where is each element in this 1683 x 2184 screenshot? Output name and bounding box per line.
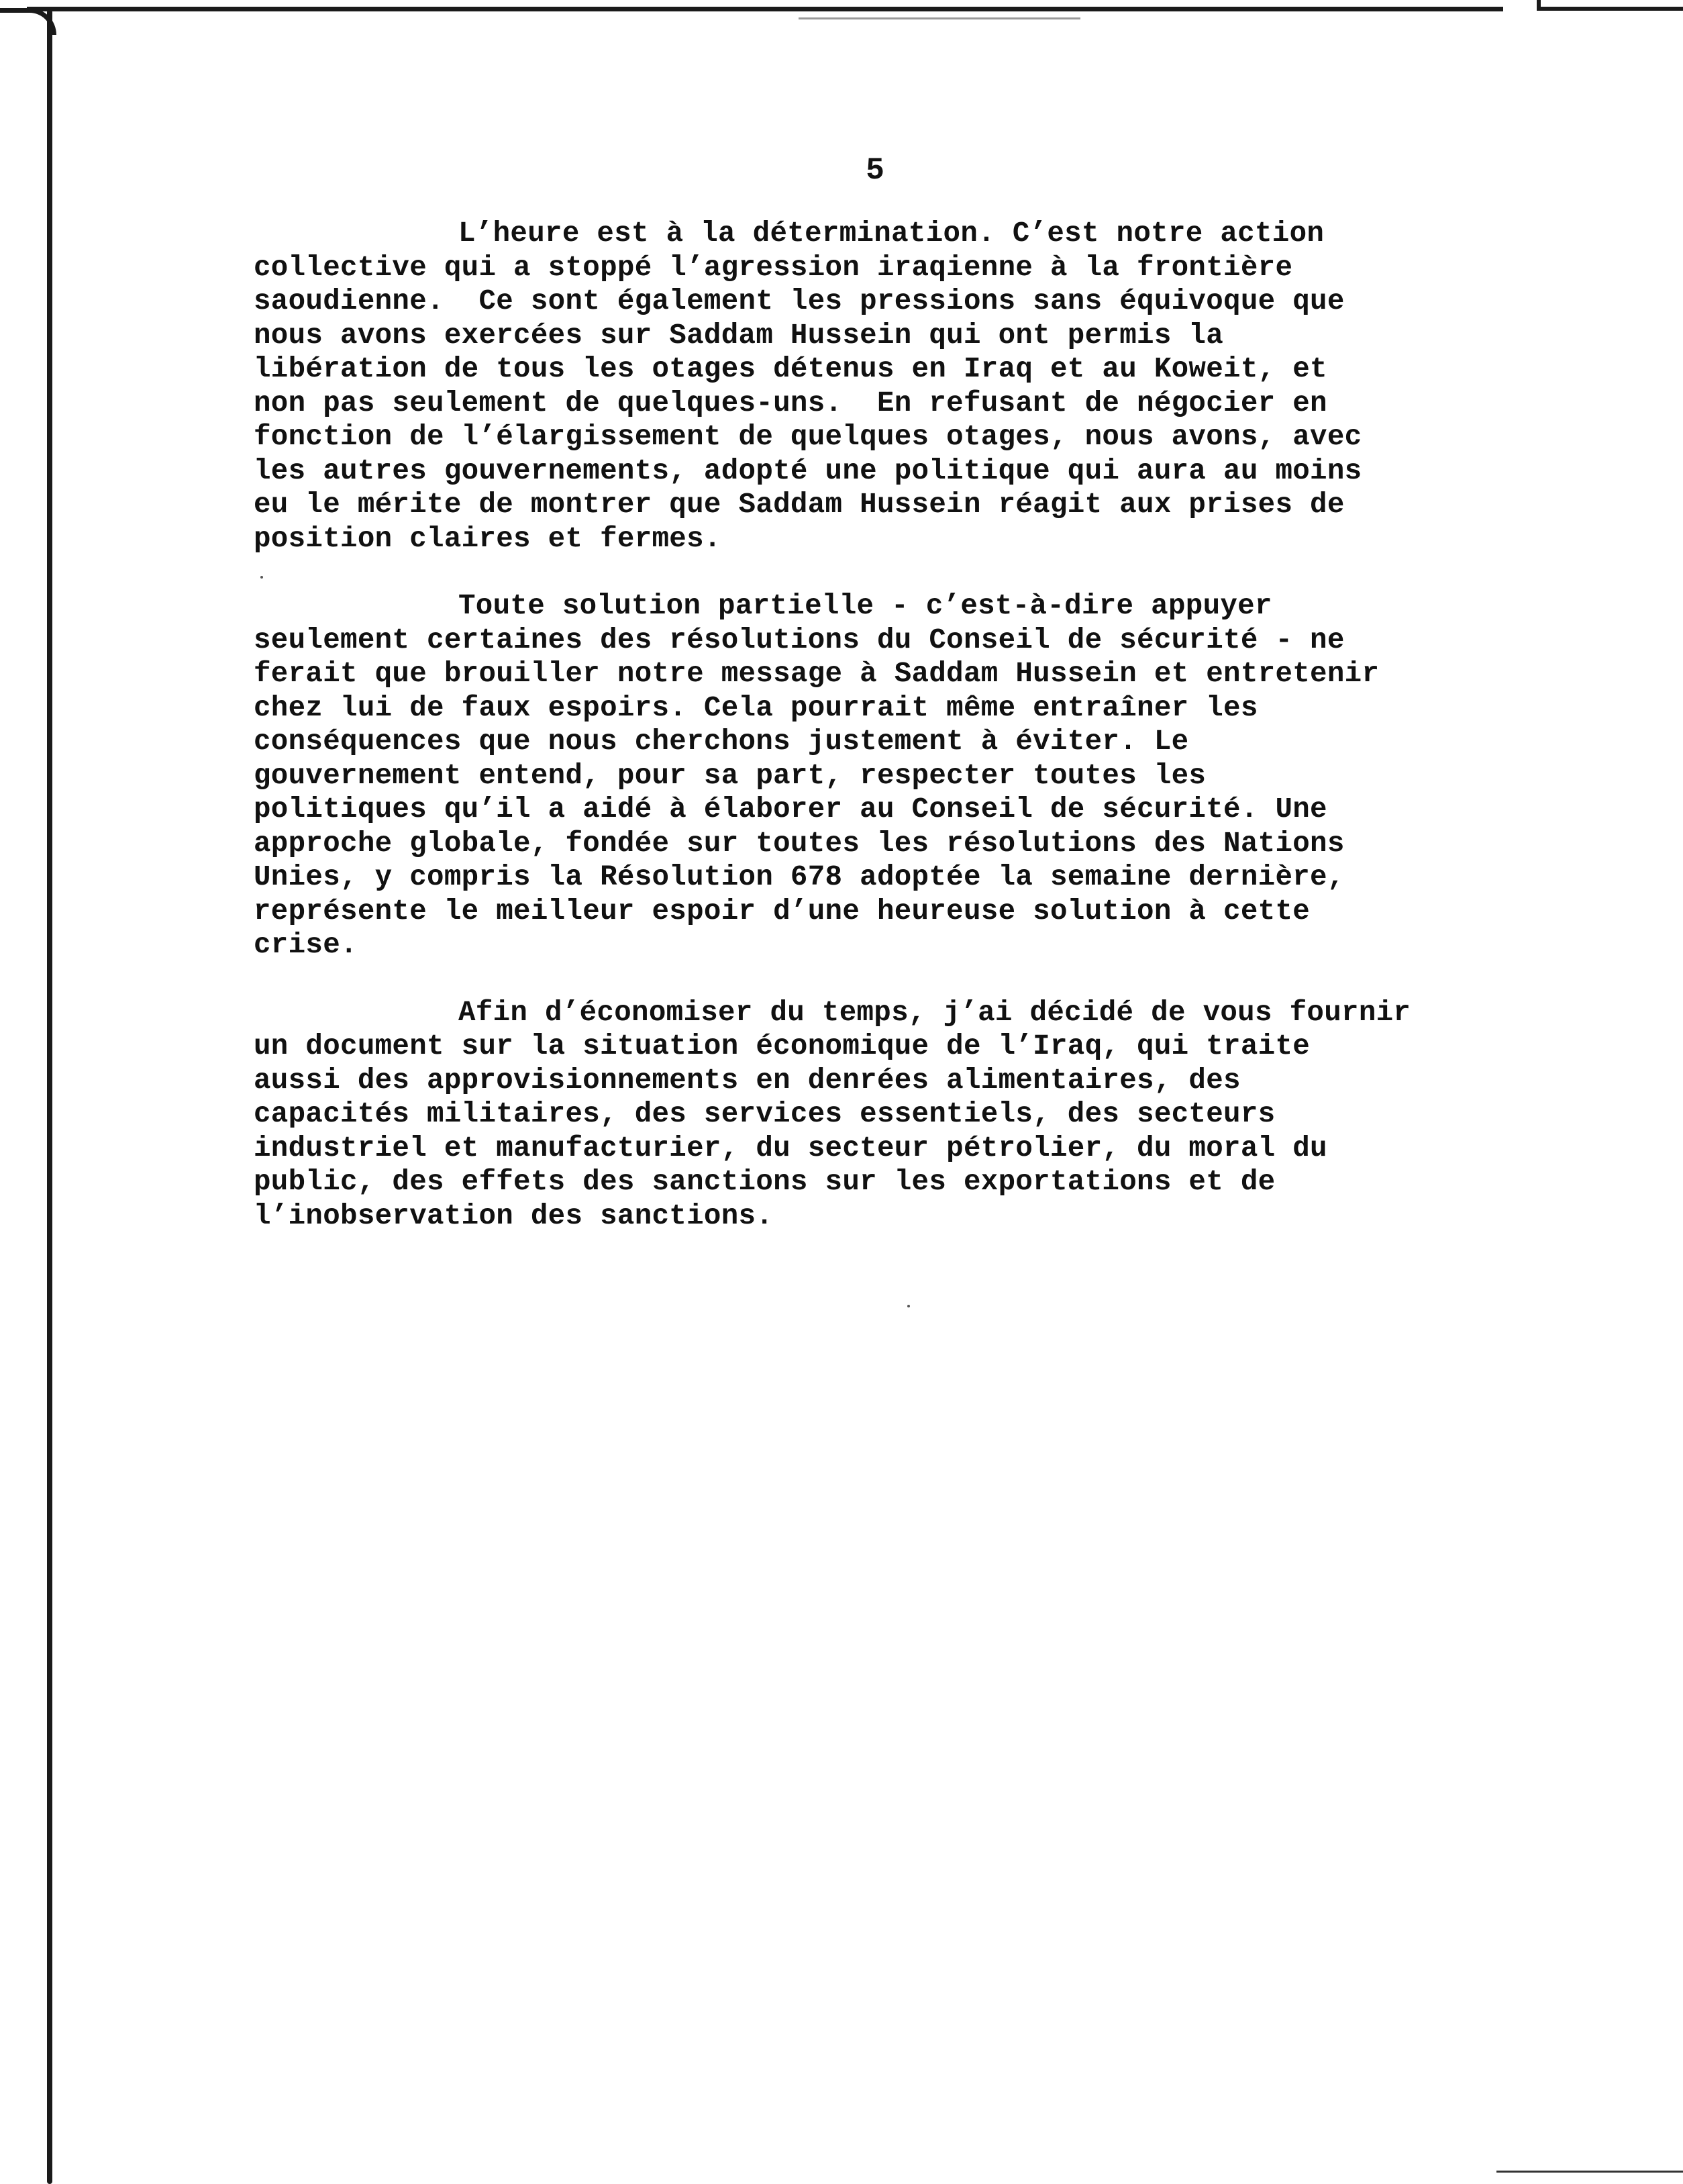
text-line: crise. <box>254 929 358 961</box>
text-line: capacités militaires, des services essentiels, des secteurs <box>254 1098 1276 1130</box>
text-line: conséquences que nous cherchons justement à éviter. Le <box>254 726 1189 758</box>
page-number: 5 <box>866 153 884 188</box>
text-line: nous avons exercées sur Saddam Hussein qui ont permis la <box>254 319 1224 352</box>
paragraph-2 <box>254 589 1596 962</box>
text-line: fonction de l’élargissement de quelques otages, nous avons, avec <box>254 421 1362 453</box>
text-line: l’inobservation des sanctions. <box>254 1199 774 1232</box>
text-line: seulement certaines des résolutions du Conseil de sécurité - ne <box>254 624 1345 656</box>
paragraph-1 <box>254 217 1596 556</box>
text-line: gouvernement entend, pour sa part, respecter toutes les <box>254 759 1207 792</box>
text-line: L’heure est à la détermination. C’est notre action <box>458 217 1325 250</box>
text-line: Toute solution partielle - c’est-à-dire appuyer <box>458 590 1272 622</box>
page-border-left <box>47 9 52 2184</box>
page-border-top-right <box>1537 7 1683 11</box>
text-line: les autres gouvernements, adopté une politique qui aura au moins <box>254 454 1362 487</box>
text-line: un document sur la situation économique de l’Iraq, qui traite <box>254 1030 1311 1062</box>
scan-speck <box>907 1305 910 1307</box>
paragraph-3 <box>254 996 1596 1234</box>
text-line: collective qui a stoppé l’agression iraqienne à la frontière <box>254 251 1293 284</box>
text-line: ferait que brouiller notre message à Saddam Hussein et entretenir <box>254 658 1380 690</box>
page-border-top <box>27 7 1503 11</box>
page-border-bottom-right <box>1496 2171 1683 2173</box>
text-line: Unies, y compris la Résolution 678 adoptée la semaine dernière, <box>254 861 1345 893</box>
text-line: politiques qu’il a aidé à élaborer au Conseil de sécurité. Une <box>254 793 1327 826</box>
text-line: saoudienne. Ce sont également les pressions sans équivoque que <box>254 285 1345 317</box>
text-line: public, des effets des sanctions sur les exportations et de <box>254 1166 1276 1198</box>
text-line: industriel et manufacturier, du secteur pétrolier, du moral du <box>254 1132 1327 1164</box>
text-line: eu le mérite de montrer que Saddam Hussein réagit aux prises de <box>254 489 1345 521</box>
text-line: chez lui de faux espoirs. Cela pourrait même entraîner les <box>254 691 1258 724</box>
text-line: approche globale, fondée sur toutes les résolutions des Nations <box>254 827 1345 860</box>
page-border-faint-mark <box>799 17 1080 19</box>
text-line: Afin d’économiser du temps, j’ai décidé de vous fournir <box>458 996 1411 1029</box>
text-line: aussi des approvisionnements en denrées alimentaires, des <box>254 1064 1241 1097</box>
text-line: libération de tous les otages détenus en Iraq et au Koweit, et <box>254 353 1327 385</box>
document-body <box>254 217 1596 1267</box>
text-line: représente le meilleur espoir d’une heureuse solution à cette <box>254 895 1311 928</box>
text-line: non pas seulement de quelques-uns. En refusant de négocier en <box>254 387 1327 419</box>
text-line: position claires et fermes. <box>254 522 721 555</box>
